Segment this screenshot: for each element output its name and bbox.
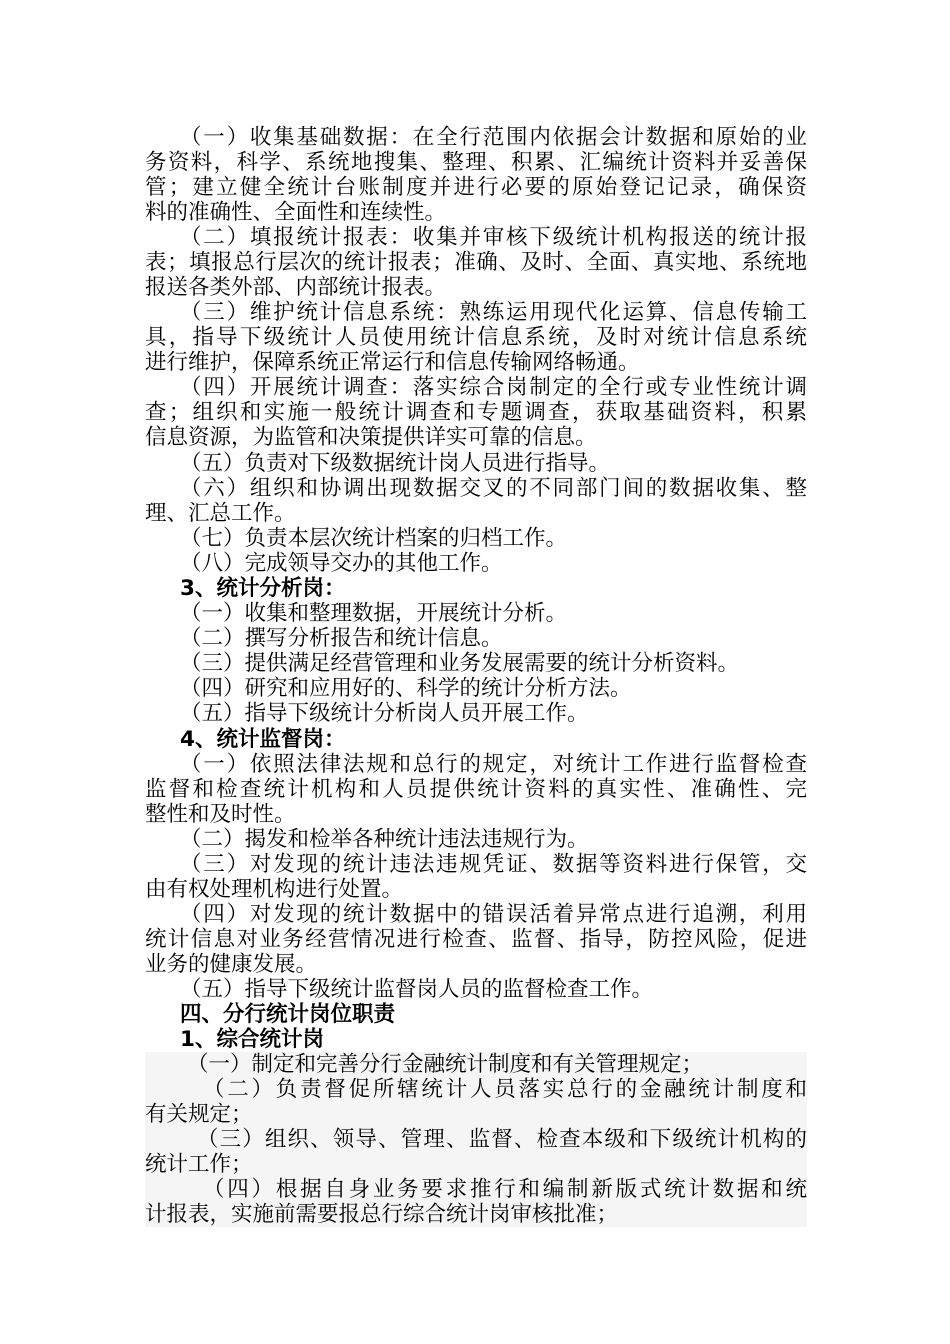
paragraph-line: 表；填报总行层次的统计报表；准确、及时、全面、真实地、系统地	[145, 250, 807, 275]
paragraph-line: （二）负责督促所辖统计人员落实总行的金融统计制度和	[145, 1077, 807, 1102]
paragraph-line: 料的准确性、全面性和连续性。	[145, 200, 447, 225]
paragraph-line: （四）研究和应用好的、科学的统计分析方法。	[180, 676, 632, 701]
paragraph-line: （一）收集基础数据：在全行范围内依据会计数据和原始的业	[180, 125, 807, 150]
paragraph-line: （七）负责本层次统计档案的归档工作。	[180, 526, 568, 551]
paragraph-line: （三）提供满足经营管理和业务发展需要的统计分析资料。	[180, 651, 740, 676]
paragraph-line: （四）根据自身业务要求推行和编制新版式统计数据和统	[145, 1177, 807, 1202]
section-heading: 四、分行统计岗位职责	[180, 1002, 396, 1027]
paragraph-line: （一）制定和完善分行金融统计制度和有关管理规定；	[145, 1052, 807, 1077]
paragraph-line: （二）揭发和检举各种统计违法违规行为。	[180, 827, 589, 852]
paragraph-line: （四）对发现的统计数据中的错误活着异常点进行追溯，利用	[180, 902, 807, 927]
paragraph-line: 统计工作；	[145, 1152, 807, 1177]
section-heading: 4、统计监督岗：	[180, 727, 346, 752]
paragraph-line: 统计信息对业务经营情况进行检查、监督、指导，防控风险，促进	[145, 927, 807, 952]
section-heading: 1、综合统计岗	[180, 1027, 324, 1052]
paragraph-line: 报送各类外部、内部统计报表。	[145, 275, 447, 300]
paragraph-line: （六）组织和协调出现数据交叉的不同部门间的数据收集、整	[180, 476, 807, 501]
paragraph-line: （二）撰写分析报告和统计信息。	[180, 626, 503, 651]
paragraph-line: 信息资源，为监管和决策提供详实可靠的信息。	[145, 425, 597, 450]
paragraph-line: （五）指导下级统计监督岗人员的监督检查工作。	[180, 977, 654, 1002]
paragraph-line: 具，指导下级统计人员使用统计信息系统，及时对统计信息系统	[145, 325, 807, 350]
paragraph-line: （八）完成领导交办的其他工作。	[180, 551, 503, 576]
paragraph-line: 整性和及时性。	[145, 802, 296, 827]
paragraph-line: 监督和检查统计机构和人员提供统计资料的真实性、准确性、完	[145, 777, 807, 802]
paragraph-line: 计报表，实施前需要报总行综合统计岗审核批准；	[145, 1202, 807, 1227]
paragraph-line: 业务的健康发展。	[145, 952, 318, 977]
paragraph-line: 理、汇总工作。	[145, 501, 296, 526]
paragraph-line: （三）维护统计信息系统：熟练运用现代化运算、信息传输工	[180, 300, 807, 325]
paragraph-line: （一）收集和整理数据，开展统计分析。	[180, 601, 568, 626]
paragraph-line: 查；组织和实施一般统计调查和专题调查，获取基础资料，积累	[145, 400, 807, 425]
paragraph-line: 管；建立健全统计台账制度并进行必要的原始登记记录，确保资	[145, 175, 807, 200]
paragraph-line: （三）对发现的统计违法违规凭证、数据等资料进行保管，交	[180, 852, 807, 877]
paragraph-line: （四）开展统计调查：落实综合岗制定的全行或专业性统计调	[180, 375, 807, 400]
paragraph-line: （五）指导下级统计分析岗人员开展工作。	[180, 701, 589, 726]
paragraph-line: 有关规定；	[145, 1102, 807, 1127]
paragraph-line: 务资料，科学、系统地搜集、整理、积累、汇编统计资料并妥善保	[145, 150, 807, 175]
paragraph-line: 进行维护，保障系统正常运行和信息传输网络畅通。	[145, 350, 640, 375]
paragraph-line: （五）负责对下级数据统计岗人员进行指导。	[180, 451, 611, 476]
paragraph-line: （二）填报统计报表：收集并审核下级统计机构报送的统计报	[180, 225, 807, 250]
paragraph-line: （三）组织、领导、管理、监督、检查本级和下级统计机构的	[145, 1127, 807, 1152]
section-heading: 3、统计分析岗：	[180, 576, 346, 601]
paragraph-line: 由有权处理机构进行处置。	[145, 877, 404, 902]
paragraph-line: （一）依照法律法规和总行的规定，对统计工作进行监督检查	[180, 752, 807, 777]
